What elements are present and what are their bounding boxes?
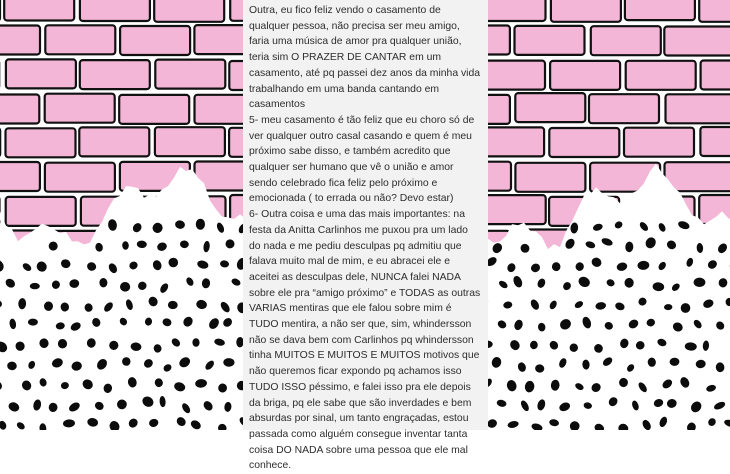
brick <box>488 195 546 224</box>
brick <box>488 95 510 124</box>
brick <box>80 60 150 89</box>
brick <box>6 128 76 157</box>
brick <box>700 127 730 156</box>
brick <box>551 0 621 22</box>
brick <box>194 25 243 54</box>
brick <box>589 94 659 123</box>
brick <box>6 197 76 226</box>
brick <box>515 93 585 122</box>
brick <box>515 163 585 192</box>
text-post <box>243 0 488 430</box>
brick <box>79 127 149 156</box>
brick <box>229 128 243 157</box>
brick <box>591 26 661 55</box>
left-brick-and-dots-pattern <box>0 0 243 430</box>
brick <box>155 60 225 89</box>
brick <box>154 0 224 22</box>
brick <box>550 61 620 90</box>
brick <box>155 127 225 156</box>
brick <box>488 162 511 191</box>
brick <box>624 128 694 157</box>
brick <box>488 0 546 21</box>
brick <box>195 95 244 124</box>
brick <box>45 163 115 192</box>
brick <box>6 59 76 88</box>
brick <box>229 61 243 90</box>
post-paragraph-2: 5- meu casamento é tão feliz que eu choro só de ver qualquer outro casal casando e quem é meu próximo sabe disso, e também acredito que qualquer ser humano que vê o união e amor sendo celebrado fica feliz pelo próximo e emocionada ( to errada ou não? Devo estar) <box>249 113 482 207</box>
brick <box>119 95 189 124</box>
brick <box>230 0 243 21</box>
brick <box>488 127 544 156</box>
polka-dot <box>694 278 706 287</box>
left-decorative-panel <box>0 0 243 430</box>
brick <box>45 25 115 54</box>
brick <box>0 26 40 55</box>
brick <box>515 26 585 55</box>
brick <box>699 0 730 22</box>
brick <box>120 26 190 55</box>
post-paragraph-1: Outra, eu fico feliz vendo o casamento de qualquer pessoa, não precisa ser meu amigo, faria uma música de amor pra qualquer união, teria sim O PRAZER DE CANTAR em um casamento, até pq passei dez anos da minha vida trabalhando em uma banda cantando em casamentos <box>249 3 482 113</box>
brick <box>664 27 730 56</box>
brick <box>4 0 74 21</box>
brick <box>666 94 730 123</box>
brick <box>549 128 619 157</box>
polka-dot <box>30 283 40 289</box>
right-decorative-panel <box>488 0 730 430</box>
brick <box>80 0 150 21</box>
brick <box>0 95 39 124</box>
brick <box>625 0 695 20</box>
brick <box>45 94 115 123</box>
polka-dot <box>681 303 691 313</box>
brick <box>626 61 696 90</box>
polka-dot <box>196 219 205 230</box>
brick <box>701 61 730 90</box>
brick <box>488 26 510 55</box>
brick <box>665 162 730 191</box>
post-paragraph-3: 6- Outra coisa e uma das mais importantes: na festa da Anitta Carlinhos me puxou pra um lado do nada e me pediu desculpas pq admitiu que falava muito mal de mim, e eu abracei ele e aceitei as desculpas dele, NUNCA falei NADA sobre ele pra “amigo próximo” e TODAS as outras VARIAS mentiras que ele falou sobre mim é TUDO mentira, a não ser que, sim, whindersson não se dava bem com Carlinhos pq whindersson tinha MUITOS E MUITOS E MUITOS motivos que não queremos ficar expondo pq achamos isso TUDO ISSO péssimo, e falei isso pra ele depois da briga, pq ele sabe que são inverdades e bem absurdas por sinal, um tanto engraçadas, estou passada como alguém consegue inventar tanta coisa DO NADA sobre uma pessoa que ele mal conhece. <box>249 207 482 474</box>
right-brick-and-dots-pattern <box>488 0 730 430</box>
brick <box>0 162 40 191</box>
brick <box>488 61 545 90</box>
